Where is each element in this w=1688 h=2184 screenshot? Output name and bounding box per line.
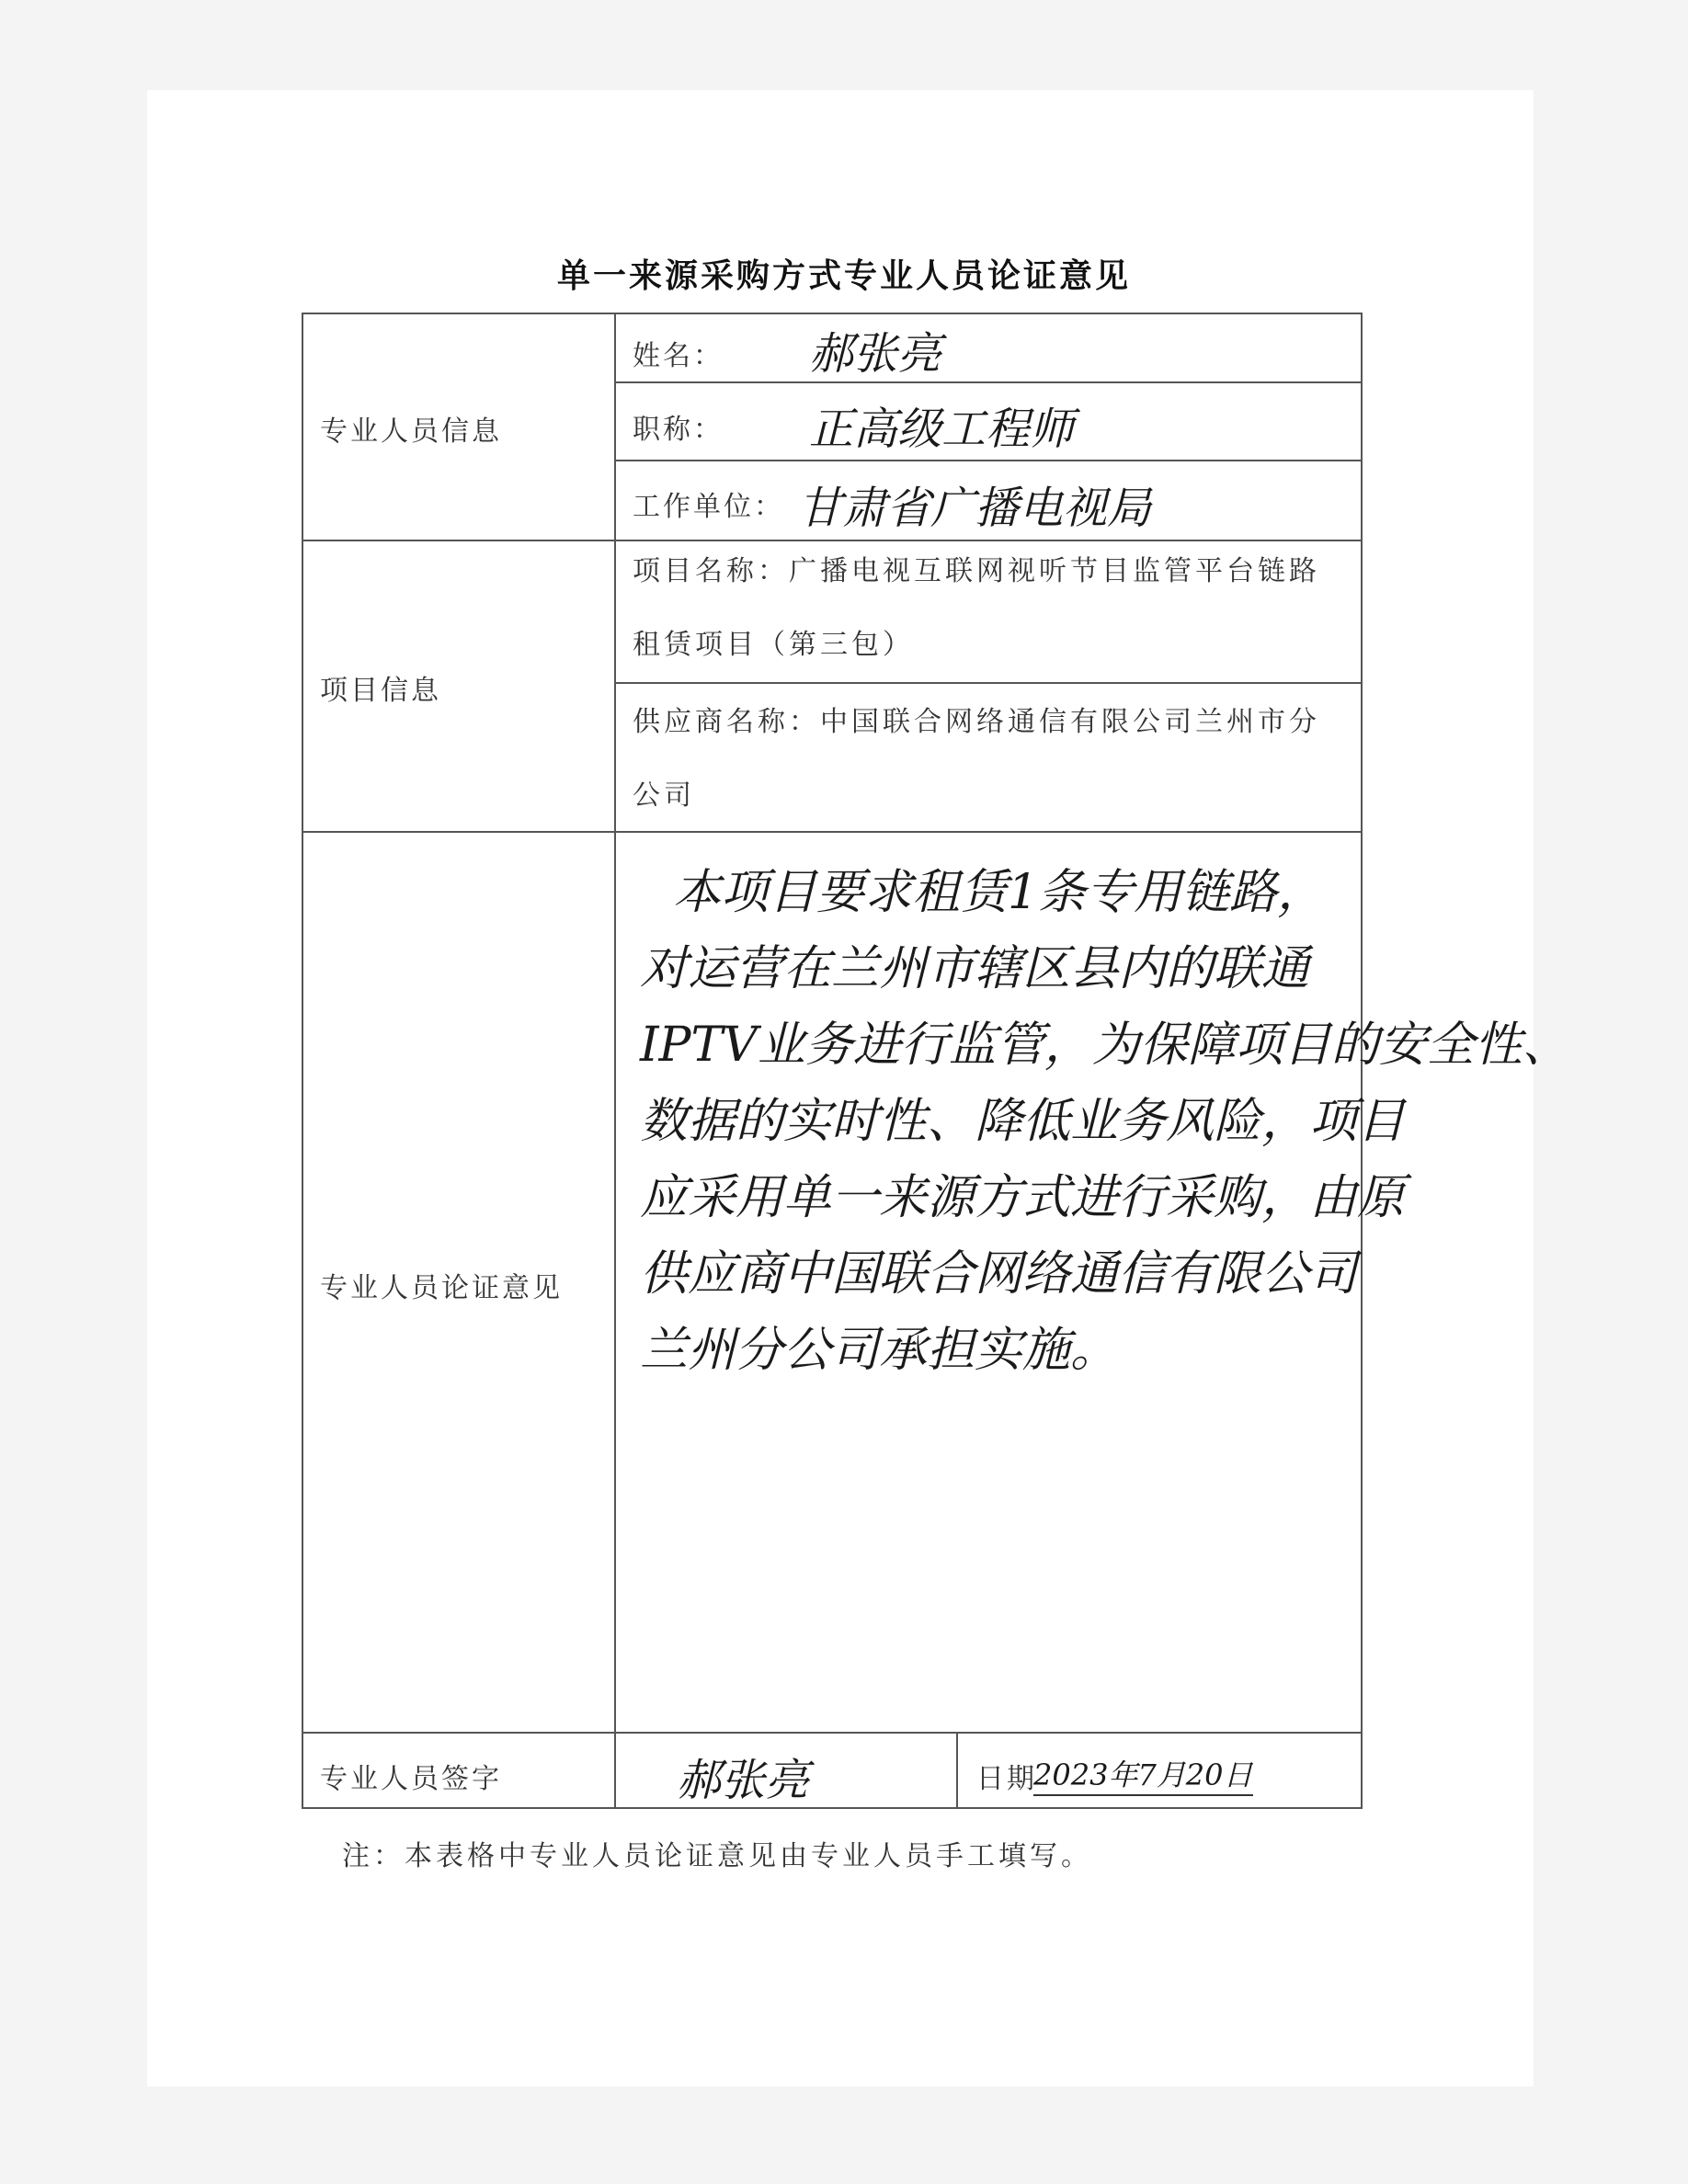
- row-divider: [614, 460, 1363, 461]
- row-divider: [302, 1732, 1363, 1734]
- signature-handwritten: 郝张亮: [677, 1755, 810, 1806]
- supplier-line1: 供应商名称：中国联合网络通信有限公司兰州市分: [633, 706, 1320, 738]
- name-label: 姓名：: [633, 340, 724, 372]
- opinion-line: 应采用单一来源方式进行采购，由原: [640, 1170, 1406, 1225]
- page-title: 单一来源采购方式专业人员论证意见: [556, 256, 1131, 295]
- opinion-line: 数据的实时性、降低业务风险，项目: [640, 1094, 1406, 1149]
- job-title-label: 职称：: [633, 414, 724, 446]
- name-handwritten: 郝张亮: [809, 328, 942, 380]
- opinion-line: 本项目要求租赁1条专用链路，: [673, 865, 1326, 920]
- project-info-label: 项目信息: [320, 675, 441, 707]
- row-divider: [614, 682, 1363, 684]
- job-title-handwritten: 正高级工程师: [809, 404, 1075, 455]
- work-unit-handwritten: 甘肃省广播电视局: [798, 483, 1152, 534]
- date-divider: [956, 1732, 958, 1809]
- personnel-info-label: 专业人员信息: [320, 415, 502, 448]
- opinion-line: 对运营在兰州市辖区县内的联通: [640, 941, 1310, 996]
- opinion-line: 供应商中国联合网络通信有限公司: [640, 1246, 1358, 1302]
- project-name-line2: 租赁项目（第三包）: [633, 629, 914, 661]
- footnote: 注：本表格中专业人员论证意见由专业人员手工填写。: [342, 1840, 1092, 1872]
- date-label: 日期: [976, 1763, 1037, 1795]
- opinion-line: 兰州分公司承担实施。: [640, 1323, 1119, 1378]
- date-handwritten: 2023年7月20日: [1033, 1752, 1253, 1796]
- opinion-label: 专业人员论证意见: [320, 1272, 563, 1304]
- supplier-line2: 公司: [633, 779, 695, 812]
- column-divider: [614, 313, 616, 1809]
- signature-label: 专业人员签字: [320, 1763, 502, 1795]
- opinion-line: IPTV业务进行监管，为保障项目的安全性、: [640, 1018, 1570, 1073]
- opinion-handwritten: [640, 855, 1570, 1389]
- work-unit-label: 工作单位：: [633, 491, 784, 523]
- row-divider: [302, 831, 1363, 833]
- row-divider: [614, 381, 1363, 383]
- project-name-line1: 项目名称：广播电视互联网视听节目监管平台链路: [633, 555, 1320, 587]
